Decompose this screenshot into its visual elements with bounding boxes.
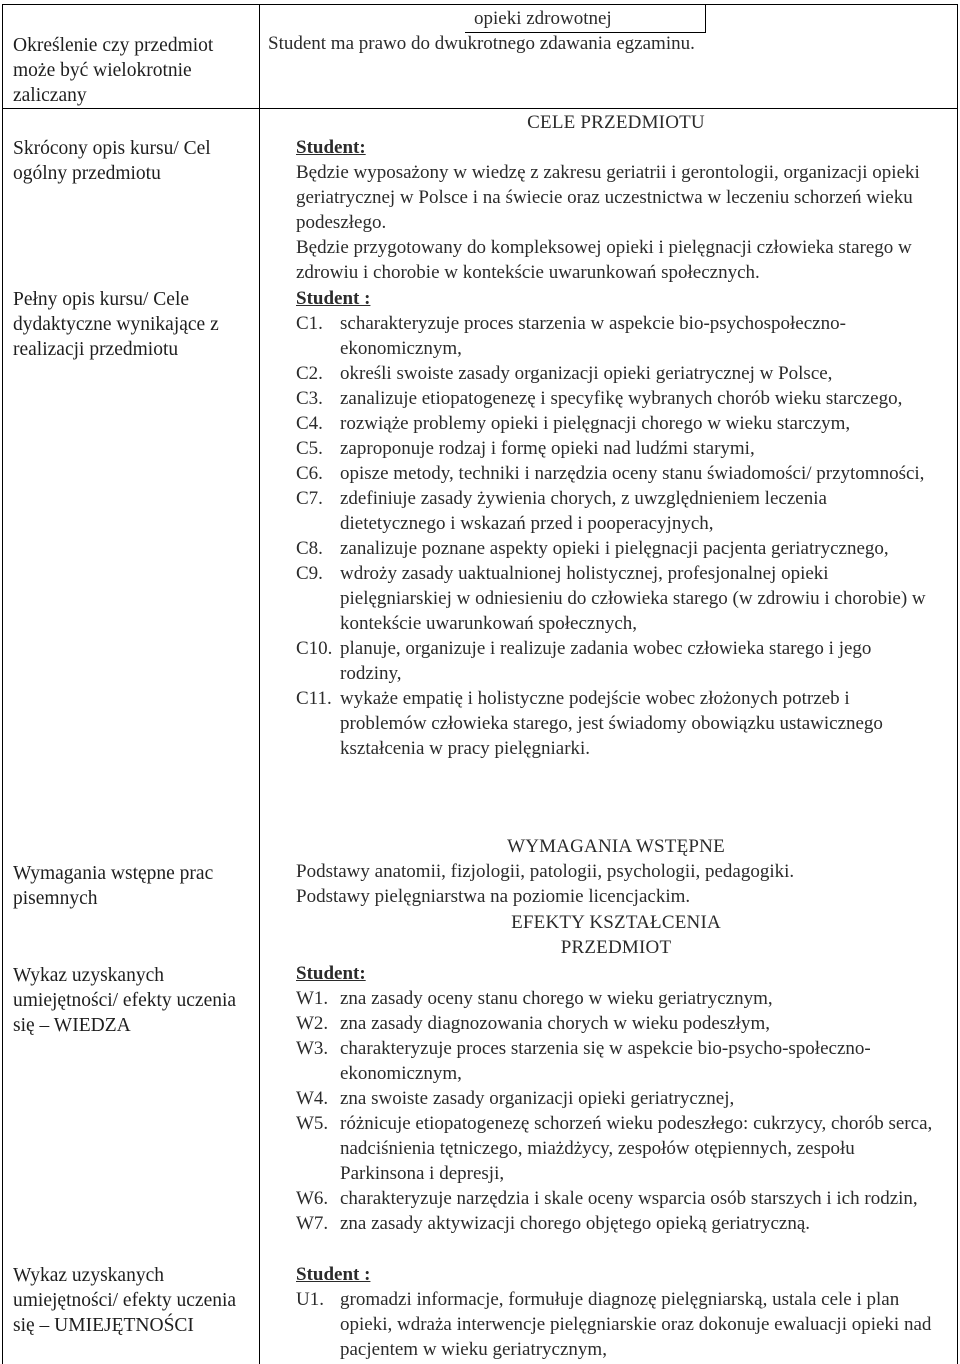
goals-paragraph-1: Będzie wyposażony w wiedzę z zakresu geriatrii i gerontologii, organizacji opieki geriatrycznej w Polsce i na świecie oraz uczestnictwa w leczeniu schorzeń wieku podeszłego. — [296, 162, 920, 233]
list-item — [296, 311, 936, 361]
skills-block — [296, 1262, 936, 1362]
list-item-text: planuje, organizuje i realizuje zadania wobec człowieka starego i jego rodziny, — [340, 638, 872, 684]
detailed-student-label: Student : — [296, 288, 371, 309]
list-item — [296, 1086, 936, 1111]
table-column-divider — [259, 4, 260, 1364]
list-item-code: C10. — [296, 638, 333, 659]
list-item-code: C2. — [296, 363, 323, 384]
list-item-text: określi swoiste zasady organizacji opieki geriatrycznej w Polsce, — [340, 363, 833, 384]
list-item — [296, 486, 936, 536]
list-item-text: rozwiąże problemy opieki i pielęgnacji chorego w wieku starczym, — [340, 413, 851, 434]
list-item — [296, 536, 936, 561]
table-top-border — [2, 4, 958, 5]
list-item-code: C11. — [296, 688, 332, 709]
list-item-text: opisze metody, techniki i narzędzia oceny stanu świadomości/ przytomności, — [340, 463, 925, 484]
knowledge-student-label: Student: — [296, 963, 366, 984]
list-item — [296, 461, 936, 486]
list-item-text: zna zasady oceny stanu chorego w wieku geriatrycznym, — [340, 988, 773, 1009]
list-item — [296, 1036, 936, 1086]
list-item-code: W5. — [296, 1113, 329, 1134]
list-item — [296, 1011, 936, 1036]
goals-paragraph-2: Będzie przygotowany do kompleksowej opieki i pielęgnacji człowieka starego w zdrowiu i chorobie w kontekście uwarunkowań społecznych. — [296, 237, 912, 283]
repeat-exam-text: Student ma prawo do dwukrotnego zdawania egzaminu. — [268, 33, 695, 54]
label-repeat: Określenie czy przedmiot może być wielokrotnie zaliczany — [13, 35, 214, 106]
prereq-block — [296, 859, 936, 909]
detailed-goals-block — [296, 286, 936, 761]
table-left-border — [2, 4, 3, 1364]
label-knowledge: Wykaz uzyskanych umiejętności/ efekty uczenia się – WIEDZA — [13, 965, 237, 1036]
prereq-heading: WYMAGANIA WSTĘPNE — [507, 836, 725, 857]
list-item-text: charakteryzuje proces starzenia się w aspekcie bio-psycho-społeczno-ekonomicznym, — [340, 1038, 871, 1084]
list-item-text: zanalizuje etiopatogenezę i specyfikę wybranych chorób wieku starczego, — [340, 388, 903, 409]
list-item — [296, 411, 936, 436]
label-short-description: Skrócony opis kursu/ Cel ogólny przedmiotu — [13, 138, 211, 184]
list-item-code: W3. — [296, 1038, 329, 1059]
list-item — [296, 1287, 936, 1362]
list-item — [296, 561, 936, 636]
list-item — [296, 636, 936, 686]
skills-student-label: Student : — [296, 1264, 371, 1285]
list-item-text: zna zasady diagnozowania chorych w wieku podeszłym, — [340, 1013, 770, 1034]
list-item-text: zna swoiste zasady organizacji opieki geriatrycznej, — [340, 1088, 735, 1109]
previous-cell-text: opieki zdrowotnej — [474, 8, 612, 29]
list-item-text: wdroży zasady uaktualnionej holistycznej, profesjonalnej opieki pielęgniarskiej w odniesieniu do człowieka starego (w zdrowiu i chorobie) w kontekście uwarunkowań społecznych, — [340, 563, 926, 634]
goals-block — [296, 135, 936, 285]
list-item-text: gromadzi informacje, formułuje diagnozę pielęgniarską, ustala cele i plan opieki, wdraża interwencje pielęgniarskie oraz dokonuje ewaluacji opieki nad pacjentem w wieku geriatrycznym, — [340, 1289, 932, 1360]
list-item-code: W1. — [296, 988, 329, 1009]
list-item-code: U1. — [296, 1289, 324, 1310]
list-item-code: C3. — [296, 388, 323, 409]
knowledge-block — [296, 961, 936, 1236]
label-prerequisites: Wymagania wstępne prac pisemnych — [13, 863, 214, 909]
label-skills: Wykaz uzyskanych umiejętności/ efekty uczenia się – UMIEJĘTNOŚCI — [13, 1265, 237, 1336]
list-item-code: W4. — [296, 1088, 329, 1109]
list-item-code: W7. — [296, 1213, 329, 1234]
row-rule-1 — [2, 108, 958, 109]
list-item-text: zanalizuje poznane aspekty opieki i pielęgnacji pacjenta geriatrycznego, — [340, 538, 889, 559]
list-item-code: C5. — [296, 438, 323, 459]
list-item-code: C7. — [296, 488, 323, 509]
list-item-code: C6. — [296, 463, 323, 484]
list-item-text: zna zasady aktywizacji chorego objętego opieką geriatryczną. — [340, 1213, 811, 1234]
list-item-text: charakteryzuje narzędzia i skale oceny wsparcia osób starszych i ich rodzin, — [340, 1188, 918, 1209]
detailed-goals-list — [296, 311, 936, 761]
list-item-code: C8. — [296, 538, 323, 559]
list-item-text: różnicuje etiopatogenezę schorzeń wieku podeszłego: cukrzycy, chorób serca, nadciśnienia tętniczego, miażdżycy, zespołów otępiennych, zespołu Parkinsona i depresji, — [340, 1113, 933, 1184]
outcomes-subheading: PRZEDMIOT — [560, 937, 672, 958]
table-right-border — [957, 4, 958, 1364]
top-inner-divider — [705, 4, 706, 32]
list-item-code: C1. — [296, 313, 323, 334]
list-item — [296, 686, 936, 761]
list-item — [296, 386, 936, 411]
list-item-code: C4. — [296, 413, 323, 434]
label-full-description: Pełny opis kursu/ Cele dydaktyczne wynikające z realizacji przedmiotu — [13, 289, 219, 360]
list-item-text: zaproponuje rodzaj i formę opieki nad ludźmi starymi, — [340, 438, 755, 459]
list-item — [296, 361, 936, 386]
list-item-code: C9. — [296, 563, 323, 584]
list-item — [296, 1186, 936, 1211]
goals-student-label: Student: — [296, 137, 366, 158]
prereq-line-1: Podstawy anatomii, fizjologii, patologii, psychologii, pedagogiki. — [296, 861, 795, 882]
list-item-text: wykaże empatię i holistyczne podejście wobec złożonych potrzeb i problemów człowieka starego, jest świadomy obowiązku ustawicznego kształcenia w pracy pielęgniarki. — [340, 688, 883, 759]
goals-heading: CELE PRZEDMIOTU — [527, 112, 705, 133]
list-item — [296, 436, 936, 461]
prereq-line-2: Podstawy pielęgniarstwa na poziomie licencjackim. — [296, 886, 691, 907]
list-item — [296, 986, 936, 1011]
list-item-text: zdefiniuje zasady żywienia chorych, z uwzględnieniem leczenia dietetycznego i wskazań przed i pooperacyjnych, — [340, 488, 827, 534]
skills-list — [296, 1287, 936, 1362]
outcomes-heading: EFEKTY KSZTAŁCENIA — [511, 912, 721, 933]
list-item — [296, 1211, 936, 1236]
list-item-code: W2. — [296, 1013, 329, 1034]
knowledge-list — [296, 986, 936, 1236]
list-item-text: scharakteryzuje proces starzenia w aspekcie bio-psychospołeczno-ekonomicznym, — [340, 313, 846, 359]
list-item — [296, 1111, 936, 1186]
list-item-code: W6. — [296, 1188, 329, 1209]
